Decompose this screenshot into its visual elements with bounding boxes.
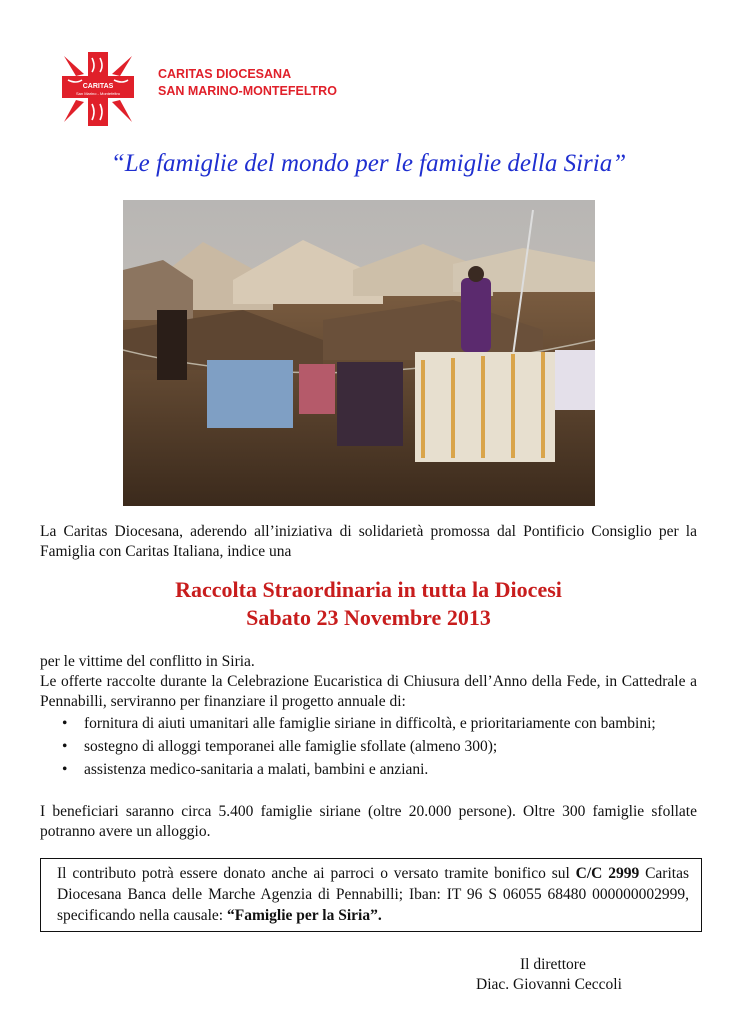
event-announcement [0,576,737,632]
caritas-cross-flame-icon [62,52,134,126]
refugee-camp-photo [123,200,595,506]
project-list [62,714,702,783]
body-line-1: per le vittime del conflitto in Siria. [40,653,255,670]
body-paragraph-text: Le offerte raccolte durante la Celebrazione Eucaristica di Chiusura dell’Anno della Fede, in Cattedrale a Pennabilli, serviranno per finanziare il progetto annuale di: [40,673,697,710]
intro-paragraph: La Caritas Diocesana, aderendo all’iniziativa di solidarietà promossa dal Pontificio Consiglio per la Famiglia con Caritas Italiana, indice una [40,523,697,560]
signature-name: Diac. Giovanni Ceccoli [476,976,622,993]
donation-bank-details: Caritas Diocesana Banca delle Marche Agenzia di Pennabilli; Iban: IT 96 S 06055 68480 000000002999, specificando nella causale: [57,865,689,924]
donation-info-box [40,858,702,932]
logo-text: CARITAS [82,83,114,90]
organization-name [158,66,337,100]
signature-role: Il direttore [520,956,586,973]
list-item: • fornitura di aiuti umanitari alle famiglie siriane in difficoltà, e prioritariamente con bambini; [62,714,702,734]
list-item: • sostegno di alloggi temporanei alle famiglie sfollate (almeno 300); [62,737,702,757]
account-number: C/C 2999 [575,865,640,882]
donation-text [57,863,689,926]
org-line-1: CARITAS DIOCESANA [158,67,292,81]
org-line-2: SAN MARINO-MONTEFELTRO [158,84,337,98]
event-title: Raccolta Straordinaria in tutta la Diocesi [175,577,562,602]
headline: “Le famiglie del mondo per le famiglie della Siria” [110,150,627,177]
donation-causale: “Famiglie per la Siria”. [227,907,382,924]
donation-prefix: Il contributo potrà essere donato anche ai parroci o versato tramite bonifico sul [57,865,576,882]
caritas-logo [62,52,134,126]
body-paragraph [40,652,697,712]
logo-subtext: San Marino - Montefeltro [75,91,121,96]
list-item: • assistenza medico-sanitaria a malati, bambini e anziani. [62,760,702,780]
beneficiaries-paragraph: I beneficiari saranno circa 5.400 famiglie siriane (oltre 20.000 persone). Oltre 300 famiglie sfollate potranno avere un alloggio. [40,803,697,840]
event-date: Sabato 23 Novembre 2013 [246,605,491,630]
